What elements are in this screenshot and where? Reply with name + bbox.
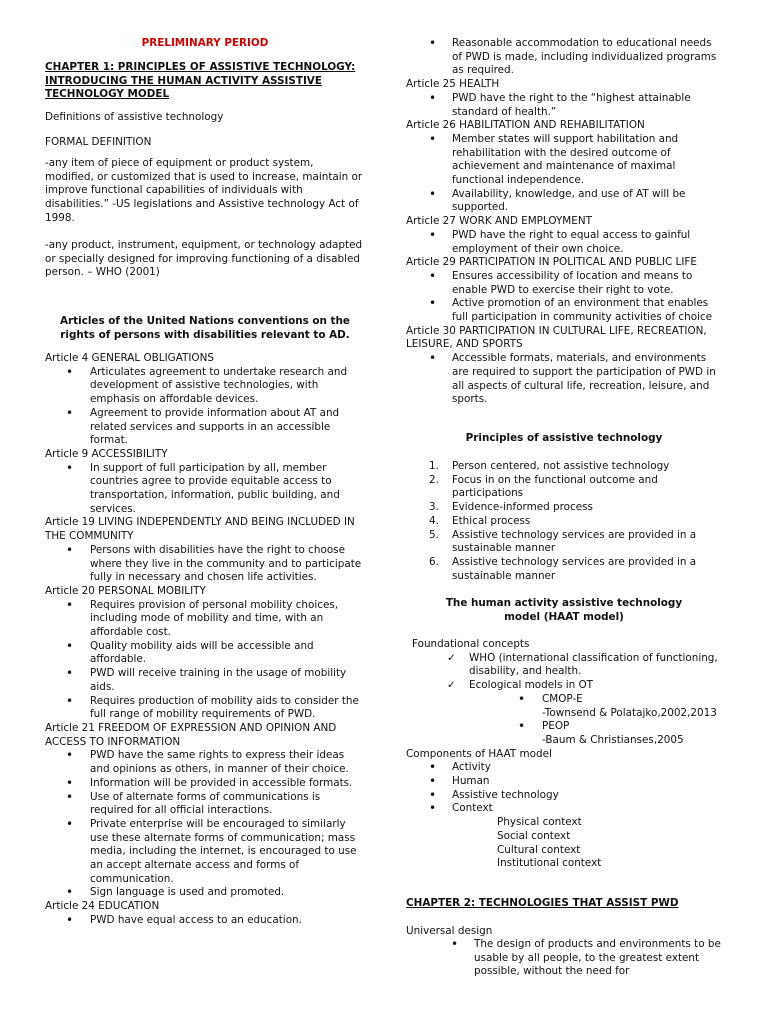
list-item: • Requires production of mobility aids to consider the full range of mobility requirements of PWD. <box>45 695 365 722</box>
haat-heading: The human activity assistive technology model (HAAT model) <box>445 597 683 623</box>
list-text: Ethical process <box>452 514 531 527</box>
un-articles-heading: Articles of the United Nations conventions on the rights of persons with disabilities relevant to AD. <box>60 315 350 341</box>
article-title: Article 21 FREEDOM OF EXPRESSION AND OPINION AND ACCESS TO INFORMATION <box>45 721 337 748</box>
article-title: Article 30 PARTICIPATION IN CULTURAL LIFE, RECREATION, LEISURE, AND SPORTS <box>406 324 707 351</box>
context-item: Cultural context <box>497 843 581 856</box>
list-item: • PWD have equal access to an education. <box>45 914 365 928</box>
list-item <box>406 720 722 747</box>
list-item: • PWD have the right to equal access to gainful employment of their own choice. <box>406 229 722 256</box>
period-title: PRELIMINARY PERIOD <box>141 37 269 49</box>
definition-who: -any product, instrument, equipment, or technology adapted or specially designed for improving functioning of a disabled person. – WHO (2001) <box>45 239 363 279</box>
chapter1-title: CHAPTER 1: PRINCIPLES OF ASSISTIVE TECHNOLOGY: INTRODUCING THE HUMAN ACTIVITY ASSISTIVE TECHNOLOGY MODEL <box>45 61 356 101</box>
context-item: Institutional context <box>497 857 602 870</box>
list-item: • Sign language is used and promoted. <box>45 886 365 900</box>
list-item <box>406 501 722 515</box>
checkmark-icon: ✓ <box>447 679 456 692</box>
list-item <box>406 529 722 556</box>
article-title: Article 27 WORK AND EMPLOYMENT <box>406 215 592 228</box>
list-number: 3. <box>429 501 439 514</box>
article-title: Article 19 LIVING INDEPENDENTLY AND BEING INCLUDED IN THE COMMUNITY <box>45 516 355 543</box>
principles-list <box>406 460 722 583</box>
list-item <box>406 693 722 720</box>
list-item: • Agreement to provide information about AT and related services and supports in an accessible format. <box>45 407 365 448</box>
list-item: • Availability, knowledge, and use of AT will be supported. <box>406 188 722 215</box>
list-item: • Use of alternate forms of communications is required for all official interactions. <box>45 791 365 818</box>
list-item: • Assistive technology <box>406 789 722 803</box>
definition-us: -any item of piece of equipment or product system, modified, or customized that is used to increase, maintain or improve functional capabilities of individuals with disabilities.” -US legislations and Assistive technology Act of 1998. <box>45 157 363 224</box>
list-item: • Requires provision of personal mobility choices, including mode of mobility and time, with an affordable cost. <box>45 599 365 640</box>
article-title: Article 4 GENERAL OBLIGATIONS <box>45 352 214 364</box>
principles-heading: Principles of assistive technology <box>465 432 663 444</box>
foundational-concepts: Foundational concepts <box>412 638 530 650</box>
list-item <box>406 474 722 501</box>
model-name: • CMOP-E <box>542 692 583 705</box>
list-text: Person centered, not assistive technology <box>452 460 670 472</box>
haat-section <box>406 638 722 871</box>
list-text: Assistive technology services are provided in a sustainable manner <box>452 528 697 555</box>
list-item <box>406 515 722 529</box>
article-title: Article 29 PARTICIPATION IN POLITICAL AND PUBLIC LIFE <box>406 256 697 269</box>
chapter2-title: CHAPTER 2: TECHNOLOGIES THAT ASSIST PWD <box>406 897 679 909</box>
list-item: • Human <box>406 775 722 789</box>
model-citation: -Townsend & Polatajko,2002,2013 <box>542 706 717 719</box>
list-text: Focus in on the functional outcome and participations <box>452 473 658 500</box>
list-item <box>406 938 722 979</box>
definitions-heading: Definitions of assistive technology <box>45 111 224 123</box>
list-item <box>406 556 722 583</box>
list-number: 4. <box>429 514 439 527</box>
list-item: • Private enterprise will be encouraged to similarly use these alternate forms of communication; mass media, including the internet, is encouraged to use an accept alternate access and forms of communication. <box>45 818 365 887</box>
model-citation: -Baum & Christianses,2005 <box>542 733 684 746</box>
article-title: Article 26 HABILITATION AND REHABILITATION <box>406 119 645 132</box>
list-item: • PWD will receive training in the usage of mobility aids. <box>45 667 365 694</box>
list-item: • Active promotion of an environment that enables full participation in community activities of choice <box>406 297 722 324</box>
context-item: Physical context <box>497 816 582 829</box>
list-number: 6. <box>429 555 439 568</box>
list-item: • Persons with disabilities have the right to choose where they live in the community and to participate fully in necessary and chosen life activities. <box>45 544 365 585</box>
right-articles-list <box>406 37 722 407</box>
list-item: • Accessible formats, materials, and environments are required to support the participation of PWD in all aspects of cultural life, recreation, leisure, and sports. <box>406 352 722 407</box>
left-articles-list <box>45 352 365 928</box>
list-item: • Reasonable accommodation to educational needs of PWD is made, including individualized programs as required. <box>406 37 722 78</box>
list-item: • Information will be provided in accessible formats. <box>45 777 365 791</box>
list-item: • Activity <box>406 761 722 775</box>
list-text: Evidence-informed process <box>452 501 593 514</box>
article-title: Article 9 ACCESSIBILITY <box>45 447 168 460</box>
article-title: Article 24 EDUCATION <box>45 900 160 913</box>
components-heading: Components of HAAT model <box>406 747 552 760</box>
bullet-icon: • <box>451 937 459 951</box>
model-name: • PEOP <box>542 720 570 733</box>
list-item: • Context <box>406 802 722 816</box>
list-text: Ecological models in OT <box>469 679 594 692</box>
context-item: Social context <box>497 829 571 842</box>
article-title: Article 25 HEALTH <box>406 78 500 91</box>
universal-design-list <box>406 938 722 979</box>
list-item: • PWD have the same rights to express their ideas and opinions as others, in manner of their choice. <box>45 749 365 776</box>
list-number: 1. <box>429 460 439 472</box>
list-text: WHO (international classification of functioning, disability, and health. <box>469 651 718 678</box>
list-item <box>406 460 722 474</box>
list-item: • In support of full participation by all, member countries agree to provide equitable access to transportation, information, public building, and services. <box>45 462 365 517</box>
universal-design-heading: Universal design <box>406 925 493 937</box>
list-item: • Member states will support habilitation and rehabilitation with the desired outcome of achievement and maintenance of maximal functional independence. <box>406 133 722 188</box>
list-item <box>406 679 722 693</box>
list-number: 5. <box>429 528 439 541</box>
list-item: • Quality mobility aids will be accessible and affordable. <box>45 640 365 667</box>
list-item: • Articulates agreement to undertake research and development of assistive technologies, with emphasis on affordable devices. <box>45 366 365 407</box>
list-text: The design of products and environments to be usable by all people, to the greatest extent possible, without the need for <box>474 938 721 978</box>
formal-definition-label: FORMAL DEFINITION <box>45 136 152 148</box>
list-text: Assistive technology services are provided in a sustainable manner <box>452 555 697 582</box>
list-item: • PWD have the right to the “highest attainable standard of health.” <box>406 92 722 119</box>
checkmark-icon: ✓ <box>447 651 456 664</box>
list-item: • Ensures accessibility of location and means to enable PWD to exercise their right to vote. <box>406 270 722 297</box>
article-title: Article 20 PERSONAL MOBILITY <box>45 584 206 597</box>
list-item <box>406 652 722 679</box>
list-number: 2. <box>429 473 439 486</box>
